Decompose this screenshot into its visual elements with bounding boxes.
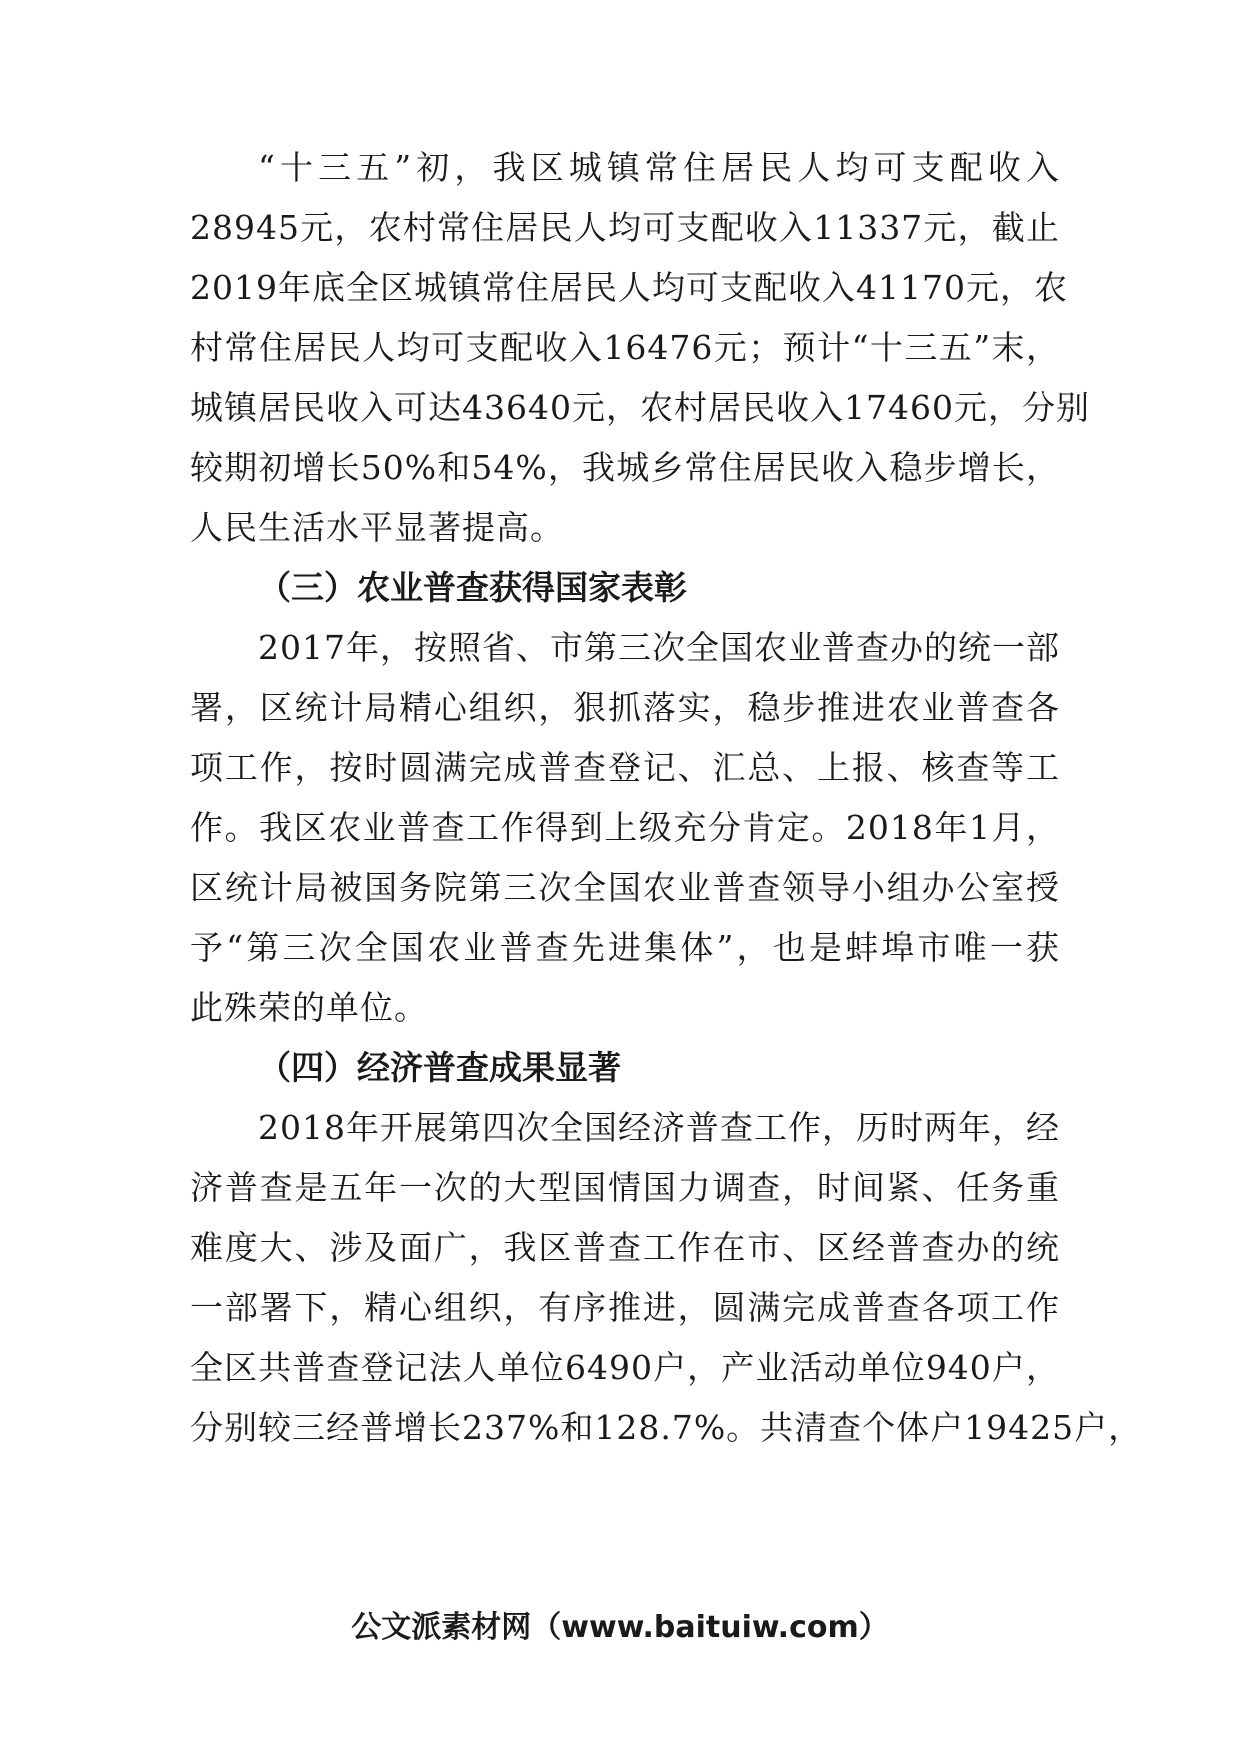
paragraph-line: 全区共普查登记法人单位6490户，产业活动单位940户， [190, 1348, 1060, 1387]
paragraph-line: 城镇居民收入可达43640元，农村居民收入17460元，分别 [190, 388, 1090, 427]
paragraph-line: “十三五”初，我区城镇常住居民人均可支配收入 [258, 148, 1060, 187]
footer-watermark: 公文派素材网（www.baituiw.com） [351, 1610, 889, 1645]
paragraph-line: 作。我区农业普查工作得到上级充分肯定。2018年1月， [190, 808, 1060, 847]
paragraph-line: 2017年，按照省、市第三次全国农业普查办的统一部 [258, 628, 1060, 667]
paragraph-line: 2019年底全区城镇常住居民人均可支配收入41170元，农 [190, 268, 1068, 307]
paragraph-line: 28945元，农村常住居民人均可支配收入11337元，截止 [190, 208, 1060, 247]
paragraph-line: 济普查是五年一次的大型国情国力调查，时间紧、任务重 [190, 1168, 1060, 1207]
paragraph-line: 人民生活水平显著提高。 [190, 508, 564, 547]
paragraph-line: 区统计局被国务院第三次全国农业普查领导小组办公室授 [190, 868, 1060, 907]
section-heading: （四）经济普查成果显著 [258, 1048, 621, 1087]
paragraph-line: 项工作，按时圆满完成普查登记、汇总、上报、核查等工 [190, 748, 1060, 787]
paragraph-line: 一部署下，精心组织，有序推进，圆满完成普查各项工作 [190, 1288, 1060, 1327]
section-heading: （三）农业普查获得国家表彰 [258, 568, 687, 607]
paragraph-line: 2018年开展第四次全国经济普查工作，历时两年，经 [258, 1108, 1060, 1147]
paragraph-line: 较期初增长50%和54%，我城乡常住居民收入稳步增长， [190, 448, 1060, 487]
paragraph-line: 予“第三次全国农业普查先进集体”，也是蚌埠市唯一获 [190, 928, 1060, 967]
paragraph-line: 此殊荣的单位。 [190, 988, 428, 1027]
paragraph-line: 分别较三经普增长237%和128.7%。共清查个体户19425户， [190, 1408, 1143, 1447]
paragraph-line: 村常住居民人均可支配收入16476元；预计“十三五”末， [190, 328, 1060, 367]
paragraph-line: 署，区统计局精心组织，狠抓落实，稳步推进农业普查各 [190, 688, 1060, 727]
paragraph-line: 难度大、涉及面广，我区普查工作在市、区经普查办的统 [190, 1228, 1060, 1267]
